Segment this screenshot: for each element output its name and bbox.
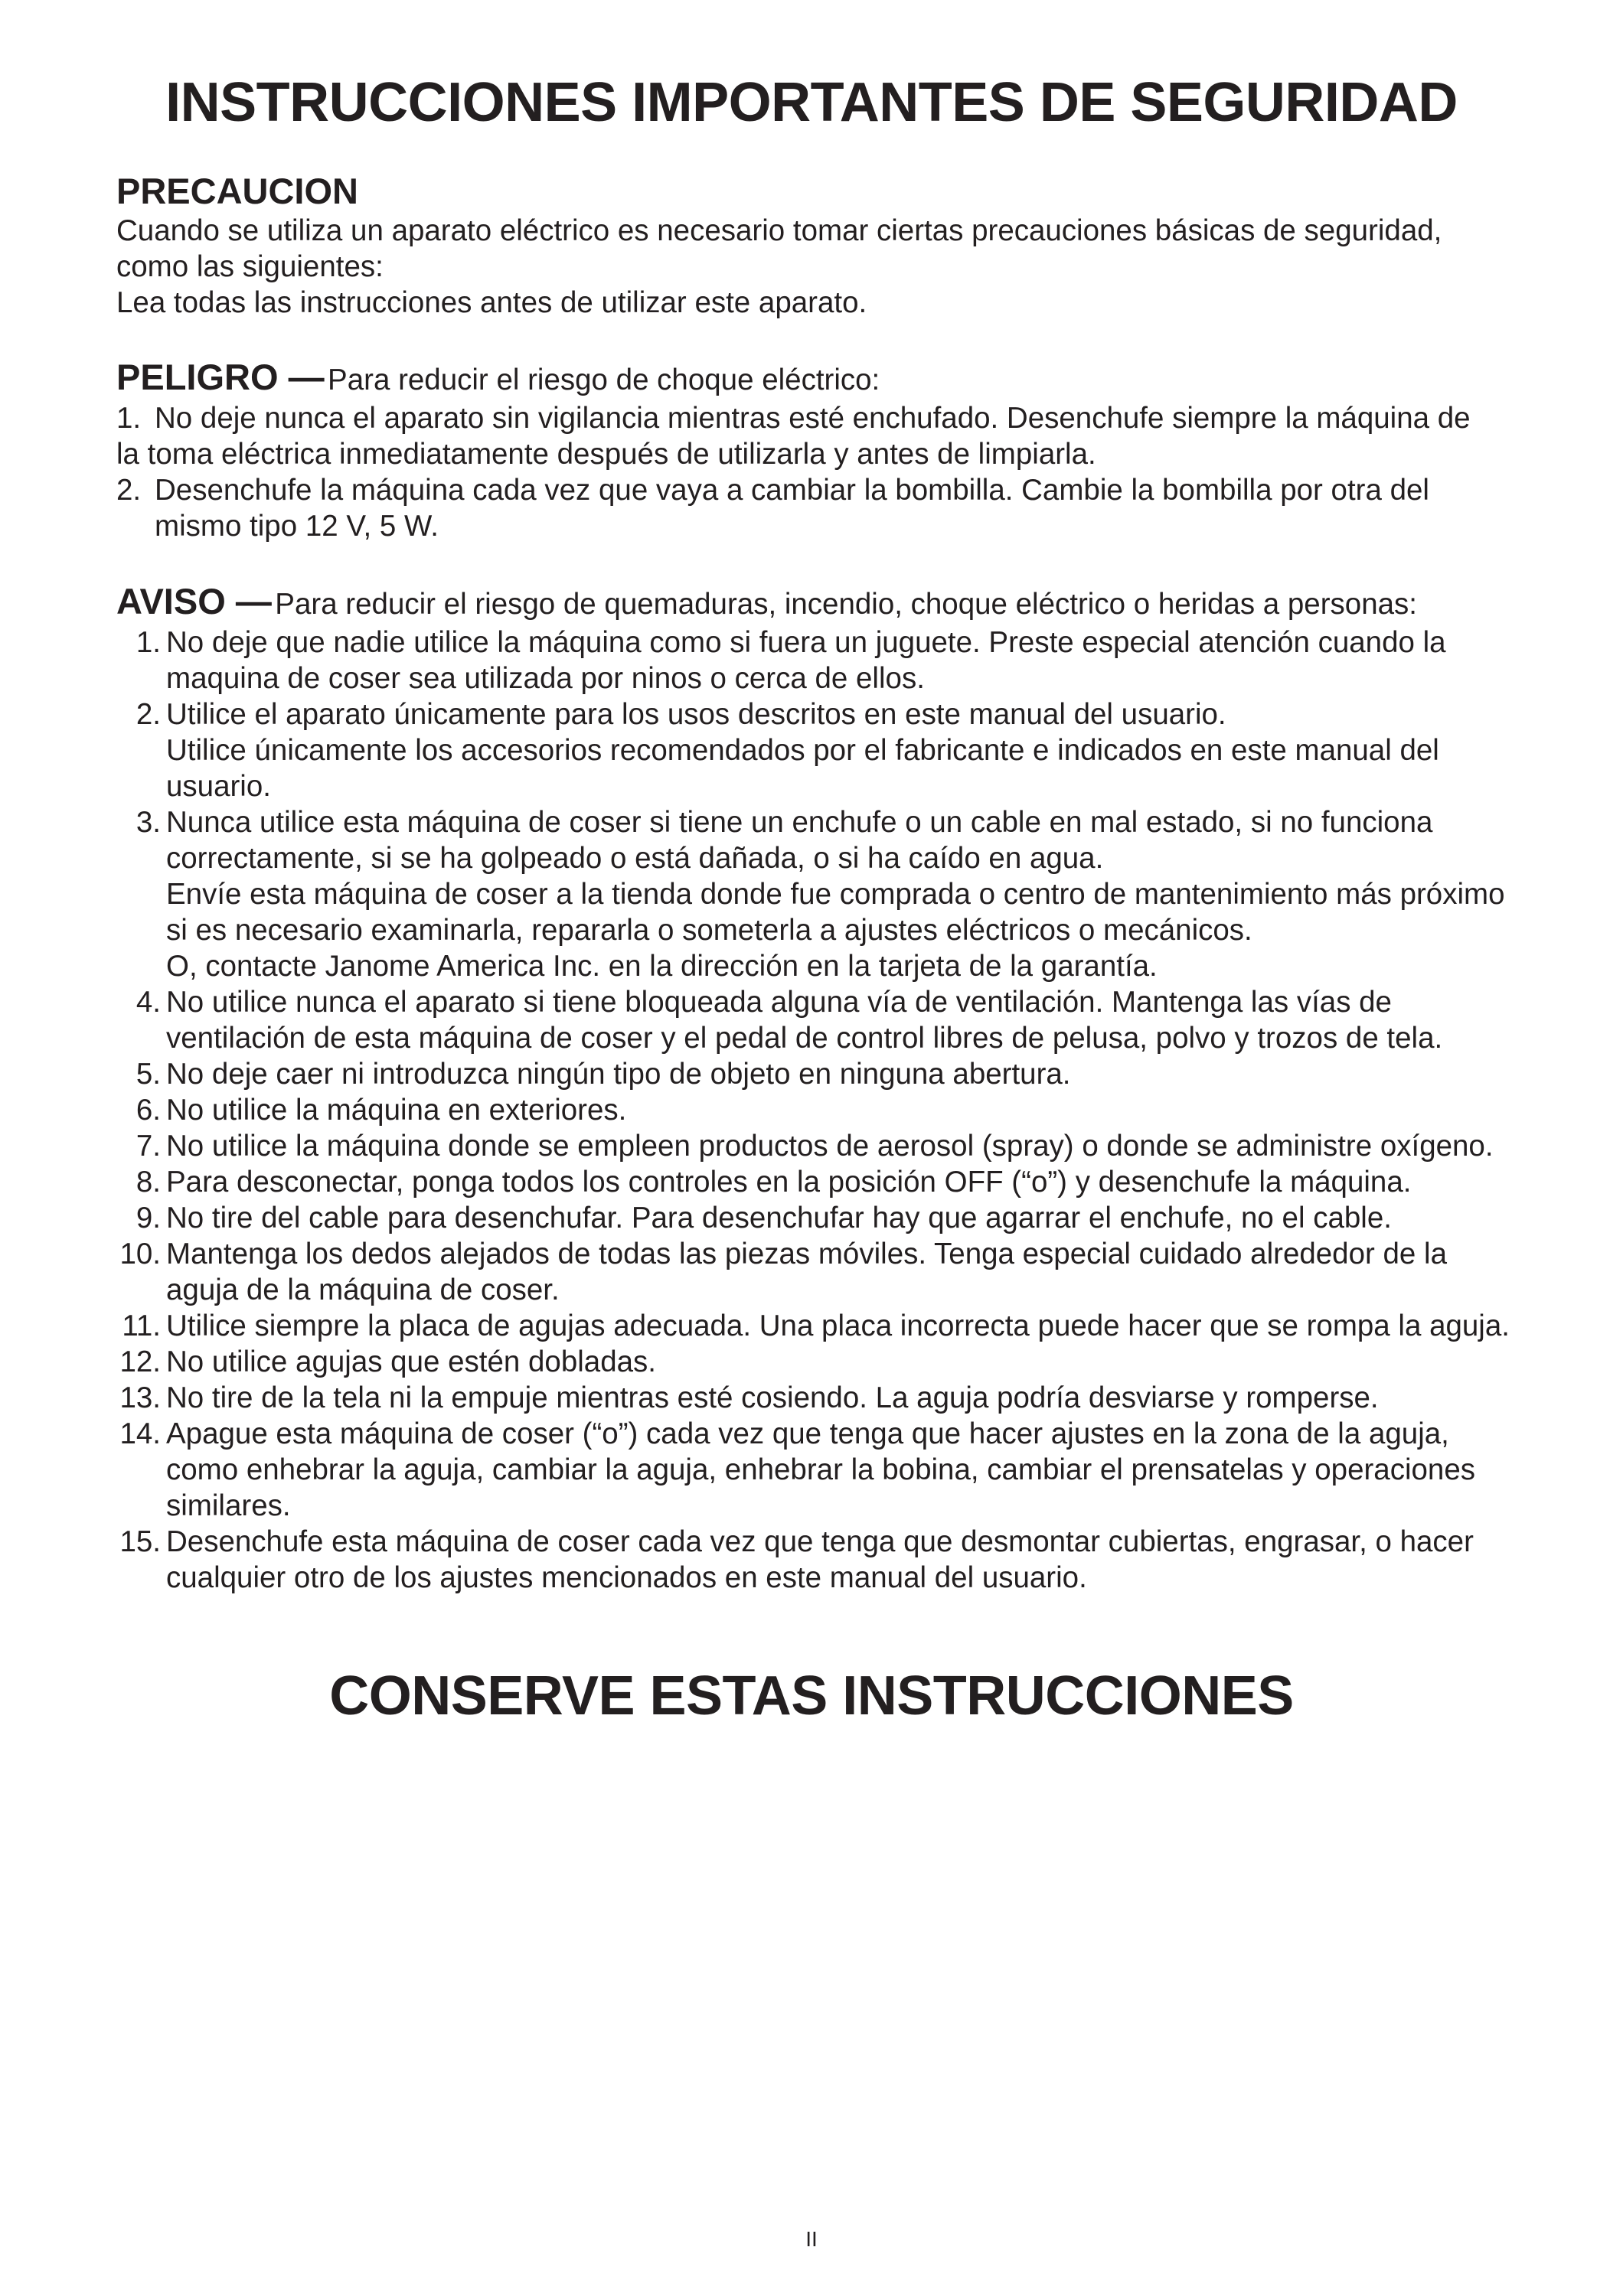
aviso-item-line: Para desconectar, ponga todos los controles en la posición OFF (“o”) y desenchufe la máquina. (166, 1166, 1412, 1199)
precaucion-line: Lea todas las instrucciones antes de utilizar este aparato. (116, 286, 867, 319)
aviso-item-line: cualquier otro de los ajustes mencionados en este manual del usuario. (166, 1561, 1087, 1594)
aviso-item-line: correctamente, si se ha golpeado o está dañada, o si ha caído en agua. (166, 842, 1104, 875)
aviso-item-number: 11. (122, 1309, 161, 1342)
aviso-item-line: Utilice siempre la placa de agujas adecuada. Una placa incorrecta puede hacer que se rompa la aguja. (166, 1309, 1510, 1342)
aviso-item (116, 984, 1556, 1056)
precaucion-line: Cuando se utiliza un aparato eléctrico es necesario tomar ciertas precauciones básicas de seguridad, (116, 214, 1442, 247)
aviso-item-number: 9. (136, 1202, 161, 1234)
aviso-item-number: 7. (136, 1130, 161, 1163)
aviso-item-line: No utilice la máquina en exteriores. (166, 1094, 627, 1127)
peligro-heading: PELIGRO — (116, 357, 325, 397)
peligro-item-number: 1. (116, 402, 142, 435)
aviso-item-number: 13. (119, 1381, 161, 1414)
peligro-item-first-line (116, 400, 1556, 436)
aviso-item-line: No tire de la tela ni la empuje mientras esté cosiendo. La aguja podría desviarse y romperse. (166, 1381, 1379, 1414)
aviso-item-number: 8. (136, 1166, 161, 1199)
peligro-lead: Para reducir el riesgo de choque eléctrico: (328, 364, 880, 396)
peligro-item-number: 2. (116, 474, 142, 507)
aviso-item-line: No deje caer ni introduzca ningún tipo de objeto en ninguna abertura. (166, 1058, 1071, 1091)
aviso-item (116, 1308, 1556, 1344)
peligro-item-text: No deje nunca el aparato sin vigilancia mientras esté enchufado. Desenchufe siempre la máquina de (155, 402, 1471, 435)
aviso-item (116, 1200, 1556, 1236)
aviso-item (116, 1092, 1556, 1128)
aviso-item-line: si es necesario examinarla, repararla o someterla a ajustes eléctricos o mecánicos. (166, 914, 1252, 947)
aviso-item-line: Envíe esta máquina de coser a la tienda donde fue comprada o centro de mantenimiento más próximo (166, 878, 1505, 911)
aviso-item-line: como enhebrar la aguja, cambiar la aguja, enhebrar la bobina, cambiar el prensatelas y operaciones (166, 1453, 1475, 1486)
aviso-item-line: aguja de la máquina de coser. (166, 1274, 560, 1306)
aviso-item-line: Desenchufe esta máquina de coser cada vez que tenga que desmontar cubiertas, engrasar, o hacer (166, 1525, 1474, 1558)
aviso-item-number: 5. (136, 1058, 161, 1091)
aviso-item (116, 625, 1556, 696)
aviso-item (116, 1236, 1556, 1308)
peligro-list (116, 400, 1556, 544)
aviso-item (116, 1128, 1556, 1164)
aviso-item (116, 1380, 1556, 1416)
aviso-item-number: 14. (119, 1417, 161, 1450)
page-number: II (805, 2227, 818, 2251)
aviso-item-line: No utilice agujas que estén dobladas. (166, 1345, 656, 1378)
aviso-item (116, 1416, 1556, 1524)
aviso-item-line: O, contacte Janome America Inc. en la dirección en la tarjeta de la garantía. (166, 950, 1158, 983)
aviso-item-number: 2. (136, 698, 161, 731)
aviso-item (116, 696, 1556, 804)
aviso-item (116, 1164, 1556, 1200)
peligro-section (116, 356, 1556, 544)
aviso-heading-row (116, 580, 1556, 623)
aviso-item-line: ventilación de esta máquina de coser y el pedal de control libres de pelusa, polvo y trozos de tela. (166, 1022, 1443, 1055)
aviso-item-line: No deje que nadie utilice la máquina como si fuera un juguete. Preste especial atención cuando la (166, 626, 1446, 659)
precaucion-text (116, 213, 1556, 321)
aviso-item-number: 3. (136, 806, 161, 839)
closing-title: CONSERVE ESTAS INSTRUCCIONES (329, 1665, 1294, 1727)
aviso-item (116, 1344, 1556, 1380)
peligro-item (116, 400, 1556, 472)
precaucion-section (116, 170, 1556, 321)
aviso-item-line: Utilice únicamente los accesorios recomendados por el fabricante e indicados en este manual del (166, 734, 1439, 767)
aviso-item-line: similares. (166, 1489, 291, 1522)
peligro-item-continuation: la toma eléctrica inmediatamente después de utilizarla y antes de limpiarla. (116, 438, 1096, 471)
peligro-item (116, 472, 1556, 544)
aviso-item-number: 4. (136, 986, 161, 1019)
peligro-heading-row (116, 356, 1556, 399)
aviso-item (116, 804, 1556, 984)
peligro-item-continuation: mismo tipo 12 V, 5 W. (155, 510, 439, 543)
aviso-item-number: 6. (136, 1094, 161, 1127)
aviso-item (116, 1524, 1556, 1596)
peligro-item-first-line (116, 472, 1556, 508)
aviso-item-line: No utilice la máquina donde se empleen productos de aerosol (spray) o donde se administre oxígeno. (166, 1130, 1494, 1163)
aviso-heading: AVISO — (116, 581, 272, 621)
aviso-list (116, 625, 1556, 1596)
document-page (116, 0, 1540, 2296)
aviso-item-line: Nunca utilice esta máquina de coser si tiene un enchufe o un cable en mal estado, si no funciona (166, 806, 1433, 839)
peligro-item-text: Desenchufe la máquina cada vez que vaya a cambiar la bombilla. Cambie la bombilla por otra del (155, 474, 1429, 507)
aviso-item-line: Mantenga los dedos alejados de todas las piezas móviles. Tenga especial cuidado alrededor de la (166, 1238, 1448, 1270)
aviso-item (116, 1056, 1556, 1092)
aviso-item-line: Apague esta máquina de coser (“o”) cada vez que tenga que hacer ajustes en la zona de la aguja, (166, 1417, 1449, 1450)
aviso-section (116, 580, 1556, 1596)
aviso-item-line: usuario. (166, 770, 271, 803)
precaucion-heading: PRECAUCION (116, 171, 358, 211)
aviso-item-line: maquina de coser sea utilizada por ninos o cerca de ellos. (166, 662, 925, 695)
precaucion-line: como las siguientes: (116, 250, 384, 283)
page-title: INSTRUCCIONES IMPORTANTES DE SEGURIDAD (165, 72, 1458, 133)
aviso-item-line: Utilice el aparato únicamente para los usos descritos en este manual del usuario. (166, 698, 1226, 731)
aviso-item-line: No tire del cable para desenchufar. Para desenchufar hay que agarrar el enchufe, no el cable. (166, 1202, 1392, 1234)
aviso-item-number: 15. (119, 1525, 161, 1558)
aviso-item-number: 1. (136, 626, 161, 659)
aviso-item-line: No utilice nunca el aparato si tiene bloqueada alguna vía de ventilación. Mantenga las vías de (166, 986, 1392, 1019)
aviso-item-number: 12. (119, 1345, 161, 1378)
aviso-lead: Para reducir el riesgo de quemaduras, incendio, choque eléctrico o heridas a personas: (275, 588, 1417, 621)
aviso-item-number: 10. (119, 1238, 161, 1270)
